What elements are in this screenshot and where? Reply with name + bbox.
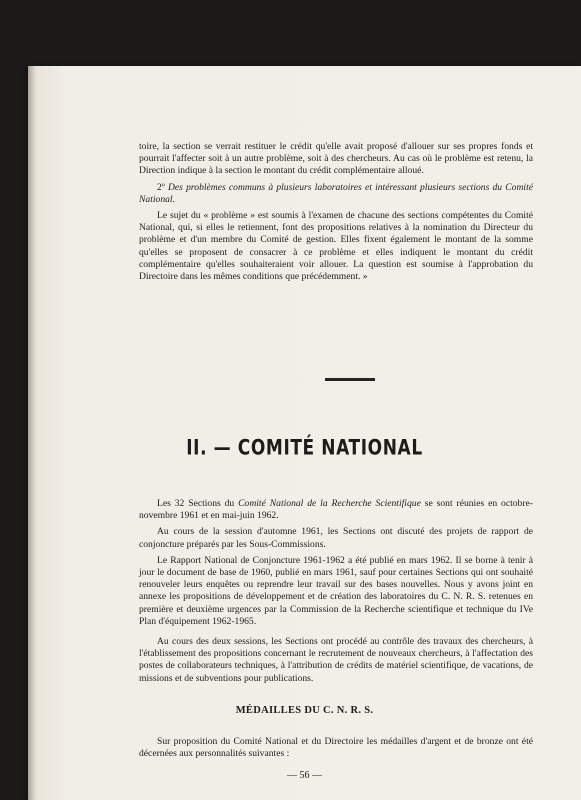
text-run: se sont réunies en octobre-novembre 1961 et en mai-juin 1962. [139,498,534,522]
top-text-block [139,141,533,283]
paragraph-sessions: Au cours des deux sessions, les Sections ont procédé au contrôle des travaux des chercheurs, à l'établissement des propositions concernant le recrutement de nouveaux chercheurs, à l'affectation des postes de collaborateurs techniques, à l'attribution de crédits de matériel scientifique, de vacations, de missions et de subventions pour publications. [139,636,533,684]
page-number: — 56 — [287,770,322,781]
paragraph-sections [139,498,533,522]
paragraph-continuation: toire, la section se verrait restituer le crédit qu'elle avait proposé d'allouer sur ses propres fonds et pourrait l'affecter soit à un autre problème, soit à des chercheurs. Au cas où le problème est retenu, la Direction indique à la section le montant du crédit complémentaire alloué. [139,141,533,177]
problem-title: Des problèmes communs à plusieurs laboratoires et intéressant plusieurs sections du Comité National. [139,181,534,205]
document-page [28,66,581,800]
section-text-block [139,498,533,685]
medals-heading: MÉDAILLES DU C. N. R. S. [235,705,374,716]
section-heading: II. — COMITÉ NATIONAL [186,435,423,461]
separator-rule [325,378,375,381]
text-run: Les 32 Sections du [157,498,235,509]
paragraph-session: Au cours de la session d'automne 1961, les Sections ont discuté des projets de rapport de conjoncture préparés par les Sous-Commissions. [139,526,533,550]
medals-text-block [139,736,533,760]
paragraph-problem-title [139,182,533,206]
committee-name: Comité National de la Recherche Scientifique [238,498,421,509]
problem-number: 2º [157,181,165,193]
paragraph-report: Le Rapport National de Conjoncture 1961-1962 a été publié en mars 1962. Il se borne à tenir à jour le document de base de 1960, publié en mars 1961, sauf pour certaines Sections qui ont souhaité renouveler leurs enquêtes ou reprendre leur travail sur des bases nouvelles. Nous y avons joint en annexe les propositions de développement et de création des laboratoires du C. N. R. S. retenues en première et deuxième urgences par la Commission de la Recherche scientifique et technique du IVe Plan d'équipement 1962-1965. [139,554,533,627]
paragraph-subject: Le sujet du « problème » est soumis à l'examen de chacune des sections compétentes du Comité National, qui, si elles le retiennent, font des propositions relatives à la nomination du Directeur du problème et d'un membre du Comité de gestion. Elles fixent également le montant de la somme qu'elles se proposent de consacrer à ce problème et elles indiquent le montant du crédit complémentaire qu'elles souhaiteraient voir allouer. La question est soumise à l'approbation du Directoire dans les mêmes conditions que précédemment. » [139,210,533,283]
paragraph-medals: Sur proposition du Comité National et du Directoire les médailles d'argent et de bronze ont été décernées aux personnalités suivantes : [139,736,533,760]
